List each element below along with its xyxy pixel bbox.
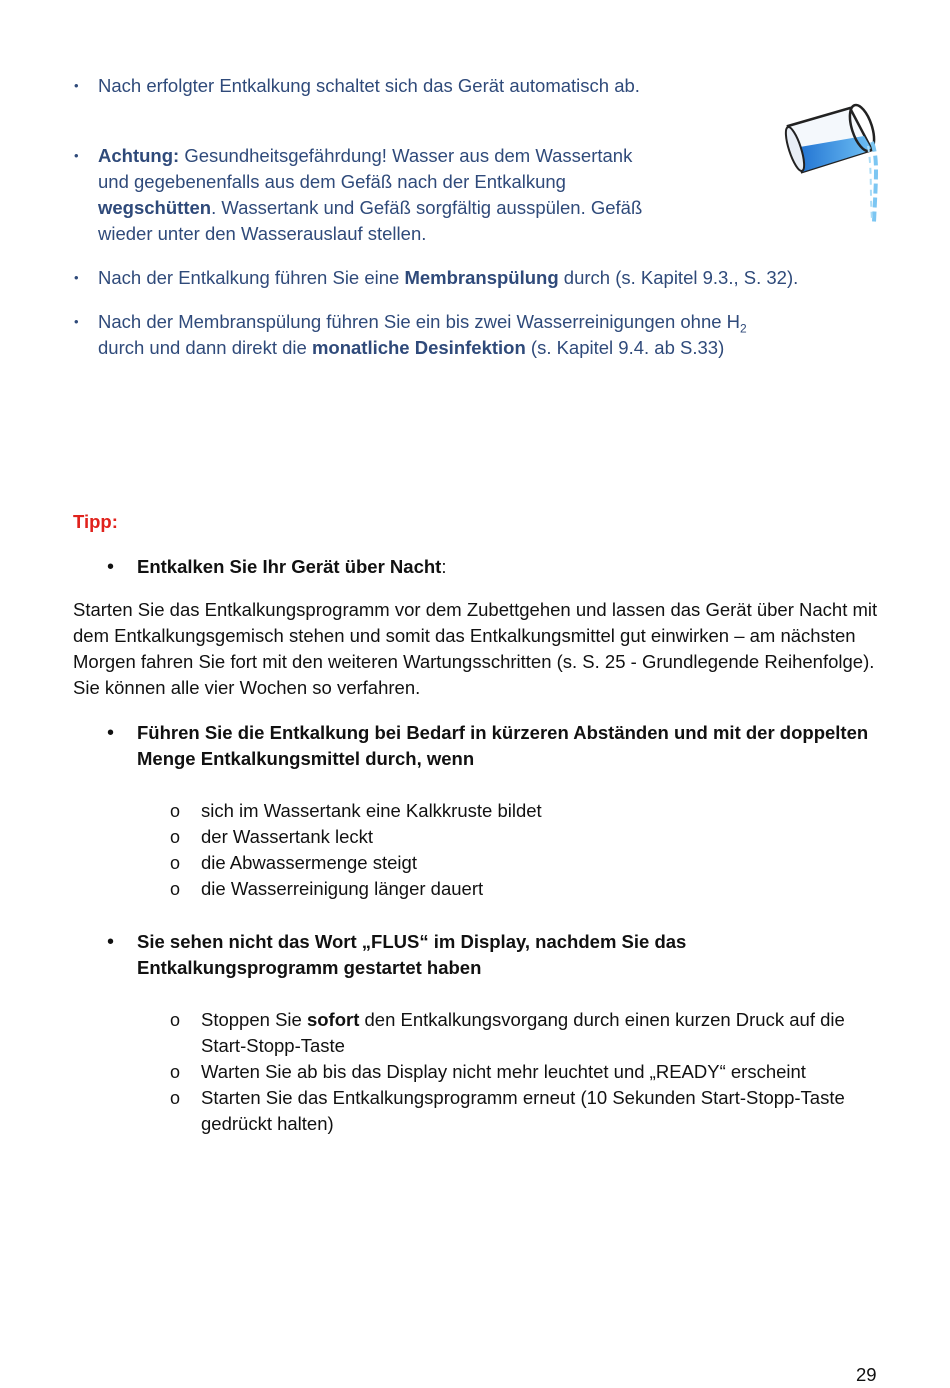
sub-item: der Wassertank leckt <box>201 826 374 847</box>
bullet-marker: • <box>107 556 115 578</box>
sub-item: die Abwassermenge steigt <box>201 852 417 873</box>
intro-bullet-2-text-2: . Wassertank und Gefäß sorgfältig ausspülen. Gefäß wieder unter den Wasserauslauf stellen. <box>98 197 643 244</box>
sub-item: die Wasserreinigung länger dauert <box>201 878 484 899</box>
sub-item-text: Stoppen Sie <box>201 1009 307 1030</box>
sub-bullet-marker: o <box>170 801 181 821</box>
membrane-rinse-emphasis: Membranspülung <box>404 267 559 288</box>
sub-bullet-marker: o <box>170 827 181 847</box>
subscript-2: 2 <box>740 321 747 336</box>
tip-paragraph: Starten Sie das Entkalkungsprogramm vor dem Zubettgehen und lassen das Gerät über Nacht mit dem Entkalkungsgemisch stehen und somit das Entkalkungsmittel gut einwirken – am nächsten Morgen fahren Sie fort mit den weiteren Wartungsschritten (s. S. 25 - Grundlegende Reihenfolge). Sie können alle vier Wochen so verfahren. <box>73 599 878 698</box>
sub-bullet-marker: o <box>170 879 181 899</box>
discard-emphasis: wegschütten <box>98 197 212 218</box>
colon: : <box>441 556 447 577</box>
sub-item-text-2: den Entkalkungsvorgang durch einen kurzen Druck auf die Start-Stopp-Taste <box>201 1009 845 1056</box>
sub-bullet-marker: o <box>170 1088 181 1108</box>
tip-bullet-overnight-bold: Entkalken Sie Ihr Gerät über Nacht <box>137 556 442 577</box>
intro-bullet-2-text: Gesundheitsgefährdung! Wasser aus dem Wassertank und gegebenenfalls aus dem Gefäß nach der Entkalkung <box>98 145 633 192</box>
tip-bullet-frequency-bold: Führen Sie die Entkalkung bei Bedarf in kürzeren Abständen und mit der doppelten Menge Entkalkungsmittel durch, wenn <box>137 722 869 769</box>
sub-item: Warten Sie ab bis das Display nicht mehr leuchtet und „READY“ erscheint <box>201 1061 806 1082</box>
warning-label: Achtung: <box>98 145 180 166</box>
sub-bullet-marker: o <box>170 853 181 873</box>
tip-bullet-flus-bold: Sie sehen nicht das Wort „FLUS“ im Display, nachdem Sie das Entkalkungsprogramm gestartet haben <box>137 931 687 978</box>
intro-bullet-2 <box>98 143 668 247</box>
bullet-marker: • <box>74 314 79 329</box>
page-number: 29 <box>856 1364 877 1385</box>
intro-bullet-4 <box>98 309 798 361</box>
intro-bullet-1: Nach erfolgter Entkalkung schaltet sich das Gerät automatisch ab. <box>98 75 640 96</box>
intro-bullet-3 <box>98 265 878 291</box>
bullet-marker: • <box>74 148 79 163</box>
bullet-marker: • <box>107 931 115 953</box>
tip-bullet-flus <box>137 929 697 981</box>
intro-bullet-3-text: Nach der Entkalkung führen Sie eine <box>98 267 405 288</box>
sub-bullet-marker: o <box>170 1062 181 1082</box>
pouring-water-glass-icon <box>780 98 890 226</box>
intro-bullet-4-text-2: durch und dann direkt die <box>98 337 312 358</box>
sub-bullet-marker: o <box>170 1010 181 1030</box>
intro-bullet-3-text-2: durch (s. Kapitel 9.3., S. 32). <box>558 267 799 288</box>
tip-bullet-overnight <box>137 554 877 580</box>
sub-item: Starten Sie das Entkalkungsprogramm erneut (10 Sekunden Start-Stopp-Taste gedrückt halten) <box>201 1087 845 1134</box>
immediately-emphasis: sofort <box>306 1009 360 1030</box>
sub-item <box>201 1007 876 1059</box>
tip-heading: Tipp: <box>73 511 118 532</box>
intro-bullet-4-text: Nach der Membranspülung führen Sie ein bis zwei Wasserreinigungen ohne H <box>98 311 741 332</box>
sub-item: sich im Wassertank eine Kalkkruste bildet <box>201 800 542 821</box>
bullet-marker: • <box>74 270 79 285</box>
bullet-marker: • <box>107 722 115 744</box>
disinfection-emphasis: monatliche Desinfektion <box>311 337 526 358</box>
bullet-marker: • <box>74 78 79 93</box>
tip-bullet-frequency <box>137 720 882 772</box>
intro-bullet-4-text-3: (s. Kapitel 9.4. ab S.33) <box>525 337 725 358</box>
